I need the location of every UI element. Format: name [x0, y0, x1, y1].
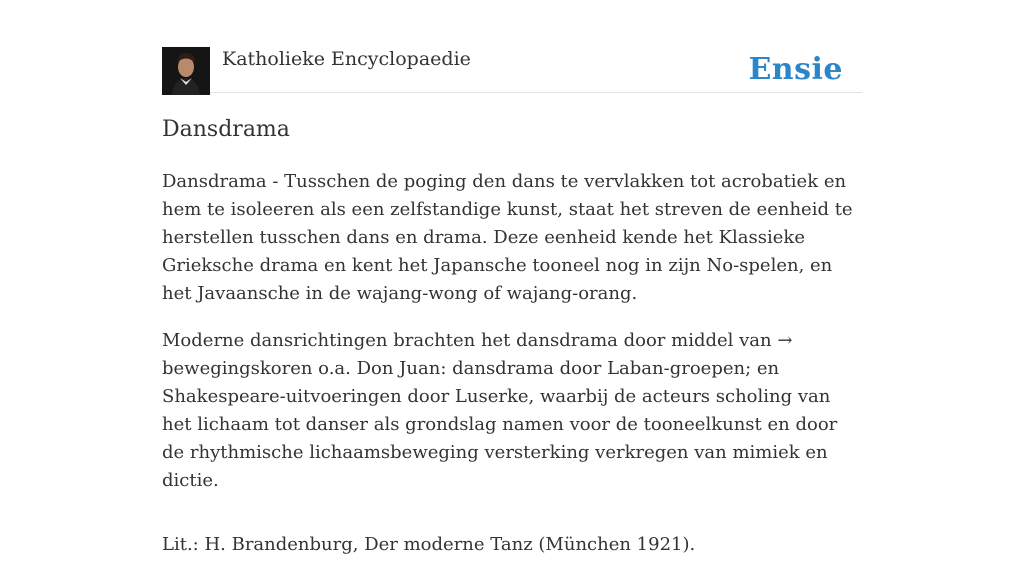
site-name[interactable]: Katholieke Encyclopaedie — [222, 48, 471, 70]
page-title: Dansdrama — [162, 117, 290, 142]
article-paragraph: Dansdrama - Tusschen de poging den dans te vervlakken tot acrobatiek en hem te isoleeren als een zelfstandige kunst, staat het streven de eenheid te herstellen tusschen dans en drama. Deze eenheid kende het Klassieke Grieksche drama en kent het Japansche tooneel nog in zijn No-spelen, en het Javaansche in de wajang-wong of wajang-orang. — [162, 171, 853, 304]
article-body — [162, 168, 862, 578]
ensie-logo[interactable]: Ensie — [748, 52, 843, 87]
portrait-avatar-icon[interactable] — [162, 47, 210, 95]
site-header — [162, 46, 862, 93]
literature-reference: Lit.: H. Brandenburg, Der moderne Tanz (München 1921). — [162, 534, 696, 555]
article-paragraph: Moderne dansrichtingen brachten het dansdrama door middel van → bewegingskoren o.a. Don Juan: dansdrama door Laban-groepen; en Shakespeare-uitvoeringen door Luserke, waarbij de acteurs scholing van het lichaam tot danser als grondslag namen voor de tooneelkunst en door de rhythmische lichaamsbeweging versterking verkregen van mimiek en dictie. — [162, 330, 838, 491]
